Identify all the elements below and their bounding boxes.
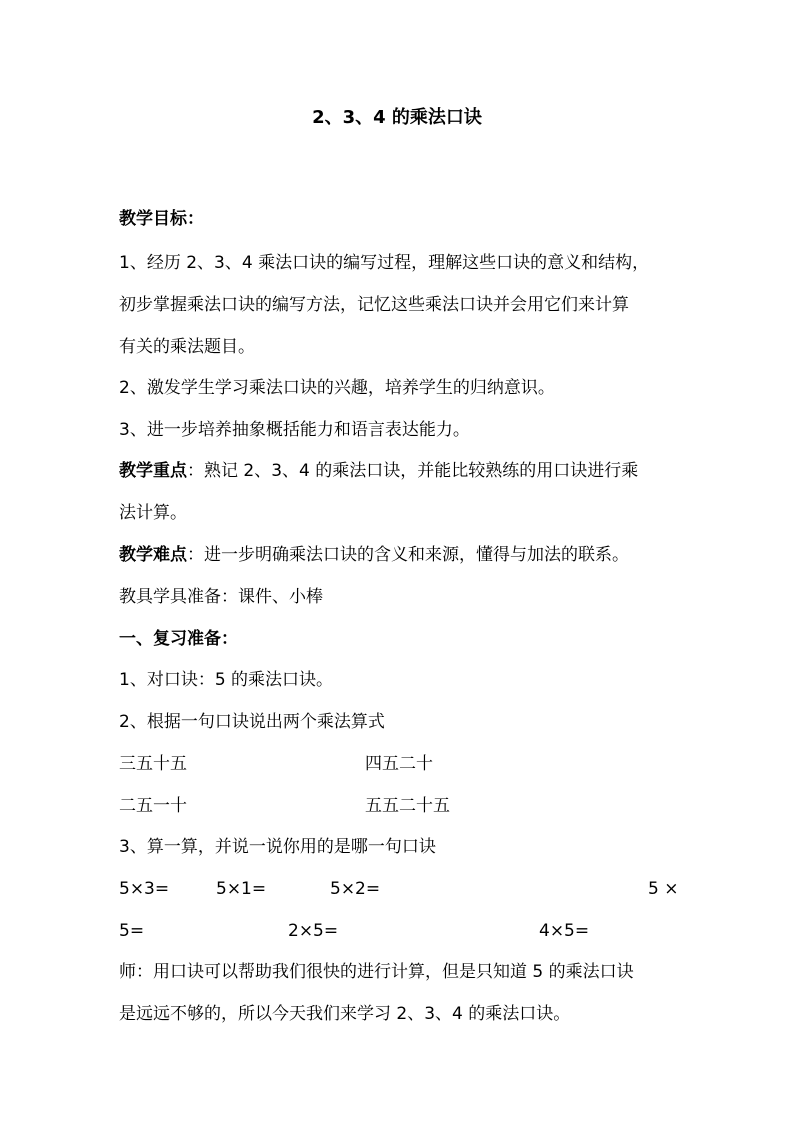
- rhyme-a: 三五十五: [119, 754, 187, 774]
- goal-1-line-3: 有关的乘法题目。: [119, 337, 255, 357]
- rhyme-d: 五五二十五: [365, 796, 450, 816]
- calc-3: 5×2=: [330, 879, 381, 899]
- goal-1-line-1: 1、经历 2、3、4 乘法口诀的编写过程，理解这些口诀的意义和结构，: [119, 253, 650, 273]
- calc-5: 2×5=: [288, 921, 339, 941]
- teacher-line-2: 是远远不够的，所以今天我们来学习 2、3、4 的乘法口诀。: [119, 1004, 571, 1024]
- rhyme-b: 四五二十: [365, 754, 433, 774]
- key-point-line-2: 法计算。: [119, 503, 187, 523]
- review-item-3: 3、算一算，并说一说你用的是哪一句口诀: [119, 837, 436, 857]
- key-point-line-1: [119, 460, 679, 482]
- review-item-2: 2、根据一句口诀说出两个乘法算式: [119, 712, 385, 732]
- goals-heading: 教学目标：: [119, 209, 204, 229]
- key-point-label: 教学重点: [119, 461, 187, 481]
- review-heading: 一、复习准备：: [119, 629, 238, 649]
- calc-4-part-b: 5=: [119, 921, 145, 941]
- goal-2: 2、激发学生学习乘法口诀的兴趣，培养学生的归纳意识。: [119, 378, 555, 398]
- key-point-text: ：熟记 2、3、4 的乘法口诀，并能比较熟练的用口诀进行乘: [187, 461, 639, 481]
- difficulty-text: ：进一步明确乘法口诀的含义和来源，懂得与加法的联系。: [187, 545, 629, 565]
- calc-1: 5×3=: [119, 879, 170, 899]
- document-title: 2、3、4 的乘法口诀: [312, 107, 482, 128]
- tools-line: 教具学具准备：课件、小棒: [119, 587, 323, 607]
- goal-1-line-2: 初步掌握乘法口诀的编写方法，记忆这些乘法口诀并会用它们来计算: [119, 295, 629, 315]
- goal-3: 3、进一步培养抽象概括能力和语言表达能力。: [119, 420, 470, 440]
- calc-2: 5×1=: [216, 879, 267, 899]
- rhyme-c: 二五一十: [119, 796, 187, 816]
- review-item-1: 1、对口诀：5 的乘法口诀。: [119, 670, 334, 690]
- teacher-line-1: 师：用口诀可以帮助我们很快的进行计算，但是只知道 5 的乘法口诀: [119, 962, 634, 982]
- calc-6: 4×5=: [539, 921, 590, 941]
- difficulty-label: 教学难点: [119, 545, 187, 565]
- calc-4-part-a: 5 ×: [648, 879, 679, 899]
- difficulty-line: [119, 544, 679, 566]
